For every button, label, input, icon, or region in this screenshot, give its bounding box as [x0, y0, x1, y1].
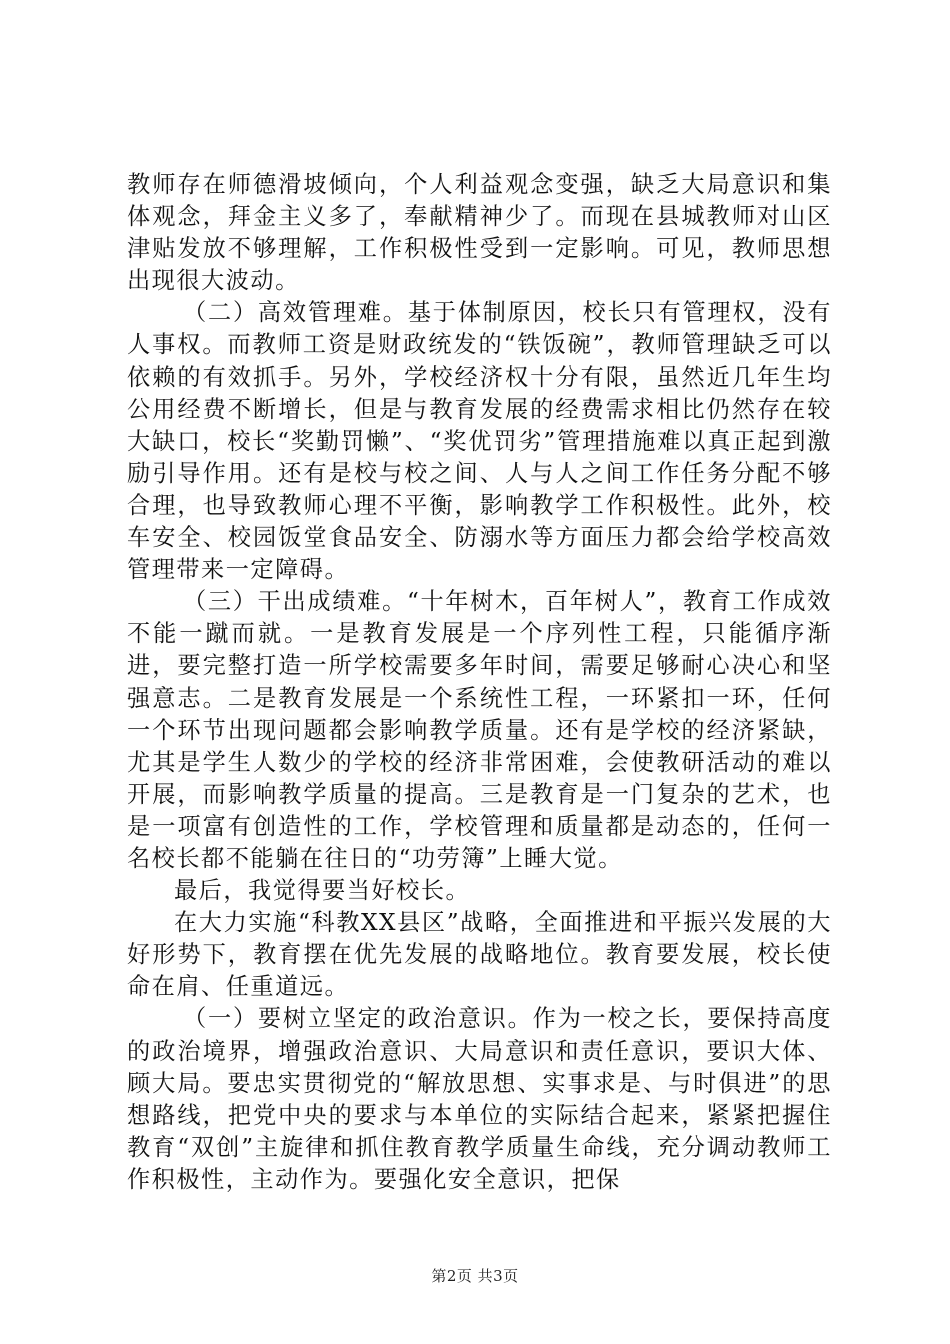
paragraph-teacher-ethics: 教师存在师德滑坡倾向，个人利益观念变强，缺乏大局意识和集体观念，拜金主义多了，奉献精神少了。而现在县城教师对山区津贴发放不够理解，工作积极性受到一定影响。可见，教师思想出现很大波动。	[127, 171, 832, 295]
document-body	[127, 169, 832, 1196]
paragraph-achievements: （三）干出成绩难。“十年树木，百年树人”，教育工作成效不能一蹴而就。一是教育发展是一个序列性工程，只能循序渐进，要完整打造一所学校需要多年时间，需要足够耐心决心和坚强意志。二是教育发展是一个系统性工程，一环紧扣一环，任何一个环节出现问题都会影响教学质量。还有是学校的经济紧缺，尤其是学生人数少的学校的经济非常困难，会使教研活动的难以开展，而影响教学质量的提高。三是教育是一门复杂的艺术，也是一项富有创造性的工作，学校管理和质量都是动态的，任何一名校长都不能躺在往日的“功劳簿”上睡大觉。	[127, 588, 832, 872]
paragraph-political-awareness: （一）要树立坚定的政治意识。作为一校之长，要保持高度的政治境界，增强政治意识、大局意识和责任意识，要识大体、顾大局。要忠实贯彻党的“解放思想、实事求是、与时俱进”的思想路线，把党中央的要求与本单位的实际结合起来，紧紧把握住教育“双创”主旋律和抓住教育教学质量生命线，充分调动教师工作积极性，主动作为。要强化安全意识，把保	[127, 1005, 832, 1193]
paragraph-strategy: 在大力实施“科教XX县区”战略，全面推进和平振兴发展的大好形势下，教育摆在优先发展的战略地位。教育要发展，校长使命在肩、任重道远。	[127, 909, 832, 1001]
page-number-footer: 第2页 共3页	[431, 1267, 519, 1285]
paragraph-efficient-management: （二）高效管理难。基于体制原因，校长只有管理权，没有人事权。而教师工资是财政统发的“铁饭碗”，教师管理缺乏可以依赖的有效抓手。另外，学校经济权十分有限，虽然近几年生均公用经费不断增长，但是与教育发展的经费需求相比仍然存在较大缺口，校长“奖勤罚懒”、“奖优罚劣”管理措施难以真正起到激励引导作用。还有是校与校之间、人与人之间工作任务分配不够合理，也导致教师心理不平衡，影响教学工作积极性。此外，校车安全、校园饭堂食品安全、防溺水等方面压力都会给学校高效管理带来一定障碍。	[127, 299, 832, 584]
paragraph-finally: 最后，我觉得要当好校长。	[174, 877, 471, 905]
